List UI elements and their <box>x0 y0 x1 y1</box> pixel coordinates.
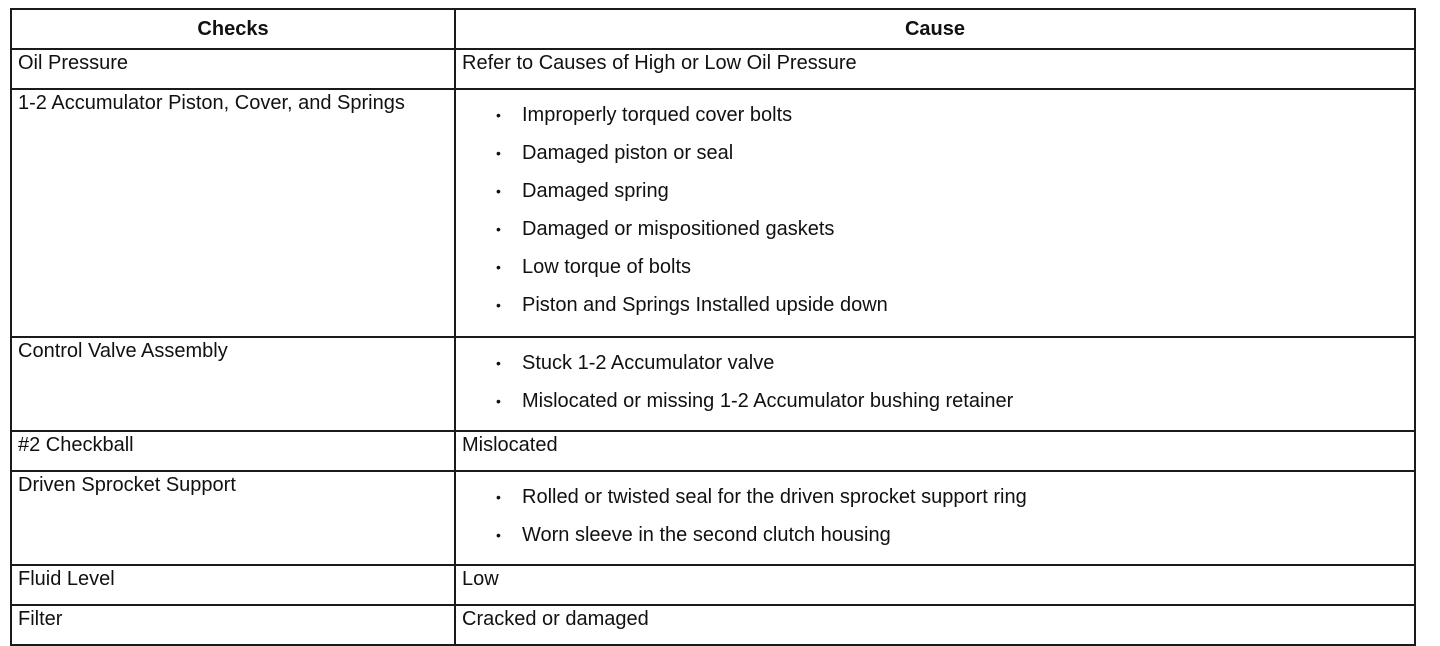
check-cell: Filter <box>11 605 455 645</box>
cause-list <box>462 90 1414 324</box>
table-row <box>11 431 1415 471</box>
check-cell: Fluid Level <box>11 565 455 605</box>
check-cell: Oil Pressure <box>11 49 455 89</box>
checks-column-header: Checks <box>11 9 455 49</box>
table-row <box>11 49 1415 89</box>
cause-list <box>462 338 1414 420</box>
cause-list-item: • Stuck 1-2 Accumulator valve <box>492 344 1414 382</box>
cause-cell: Mislocated <box>455 431 1415 471</box>
table-row <box>11 471 1415 565</box>
cause-column-header: Cause <box>455 9 1415 49</box>
cause-list-item: • Improperly torqued cover bolts <box>492 96 1414 134</box>
cause-cell: Refer to Causes of High or Low Oil Pressure <box>455 49 1415 89</box>
cause-cell <box>455 89 1415 337</box>
check-cell: Control Valve Assembly <box>11 337 455 431</box>
check-cell: 1-2 Accumulator Piston, Cover, and Springs <box>11 89 455 337</box>
table-header-row <box>11 9 1415 49</box>
table-row <box>11 605 1415 645</box>
table-row <box>11 89 1415 337</box>
cause-list-item: • Damaged piston or seal <box>492 134 1414 172</box>
cause-cell <box>455 471 1415 565</box>
cause-list-item: • Rolled or twisted seal for the driven sprocket support ring <box>492 478 1414 516</box>
table-row <box>11 565 1415 605</box>
cause-cell: Cracked or damaged <box>455 605 1415 645</box>
cause-cell: Low <box>455 565 1415 605</box>
cause-list <box>462 472 1414 554</box>
cause-cell <box>455 337 1415 431</box>
check-cell: #2 Checkball <box>11 431 455 471</box>
cause-list-item: • Mislocated or missing 1-2 Accumulator bushing retainer <box>492 382 1414 420</box>
cause-list-item: • Damaged or mispositioned gaskets <box>492 210 1414 248</box>
check-cell: Driven Sprocket Support <box>11 471 455 565</box>
cause-list-item: • Low torque of bolts <box>492 248 1414 286</box>
checks-cause-table <box>10 8 1416 646</box>
cause-list-item: • Worn sleeve in the second clutch housing <box>492 516 1414 554</box>
cause-list-item: • Piston and Springs Installed upside down <box>492 286 1414 324</box>
cause-list-item: • Damaged spring <box>492 172 1414 210</box>
table-row <box>11 337 1415 431</box>
